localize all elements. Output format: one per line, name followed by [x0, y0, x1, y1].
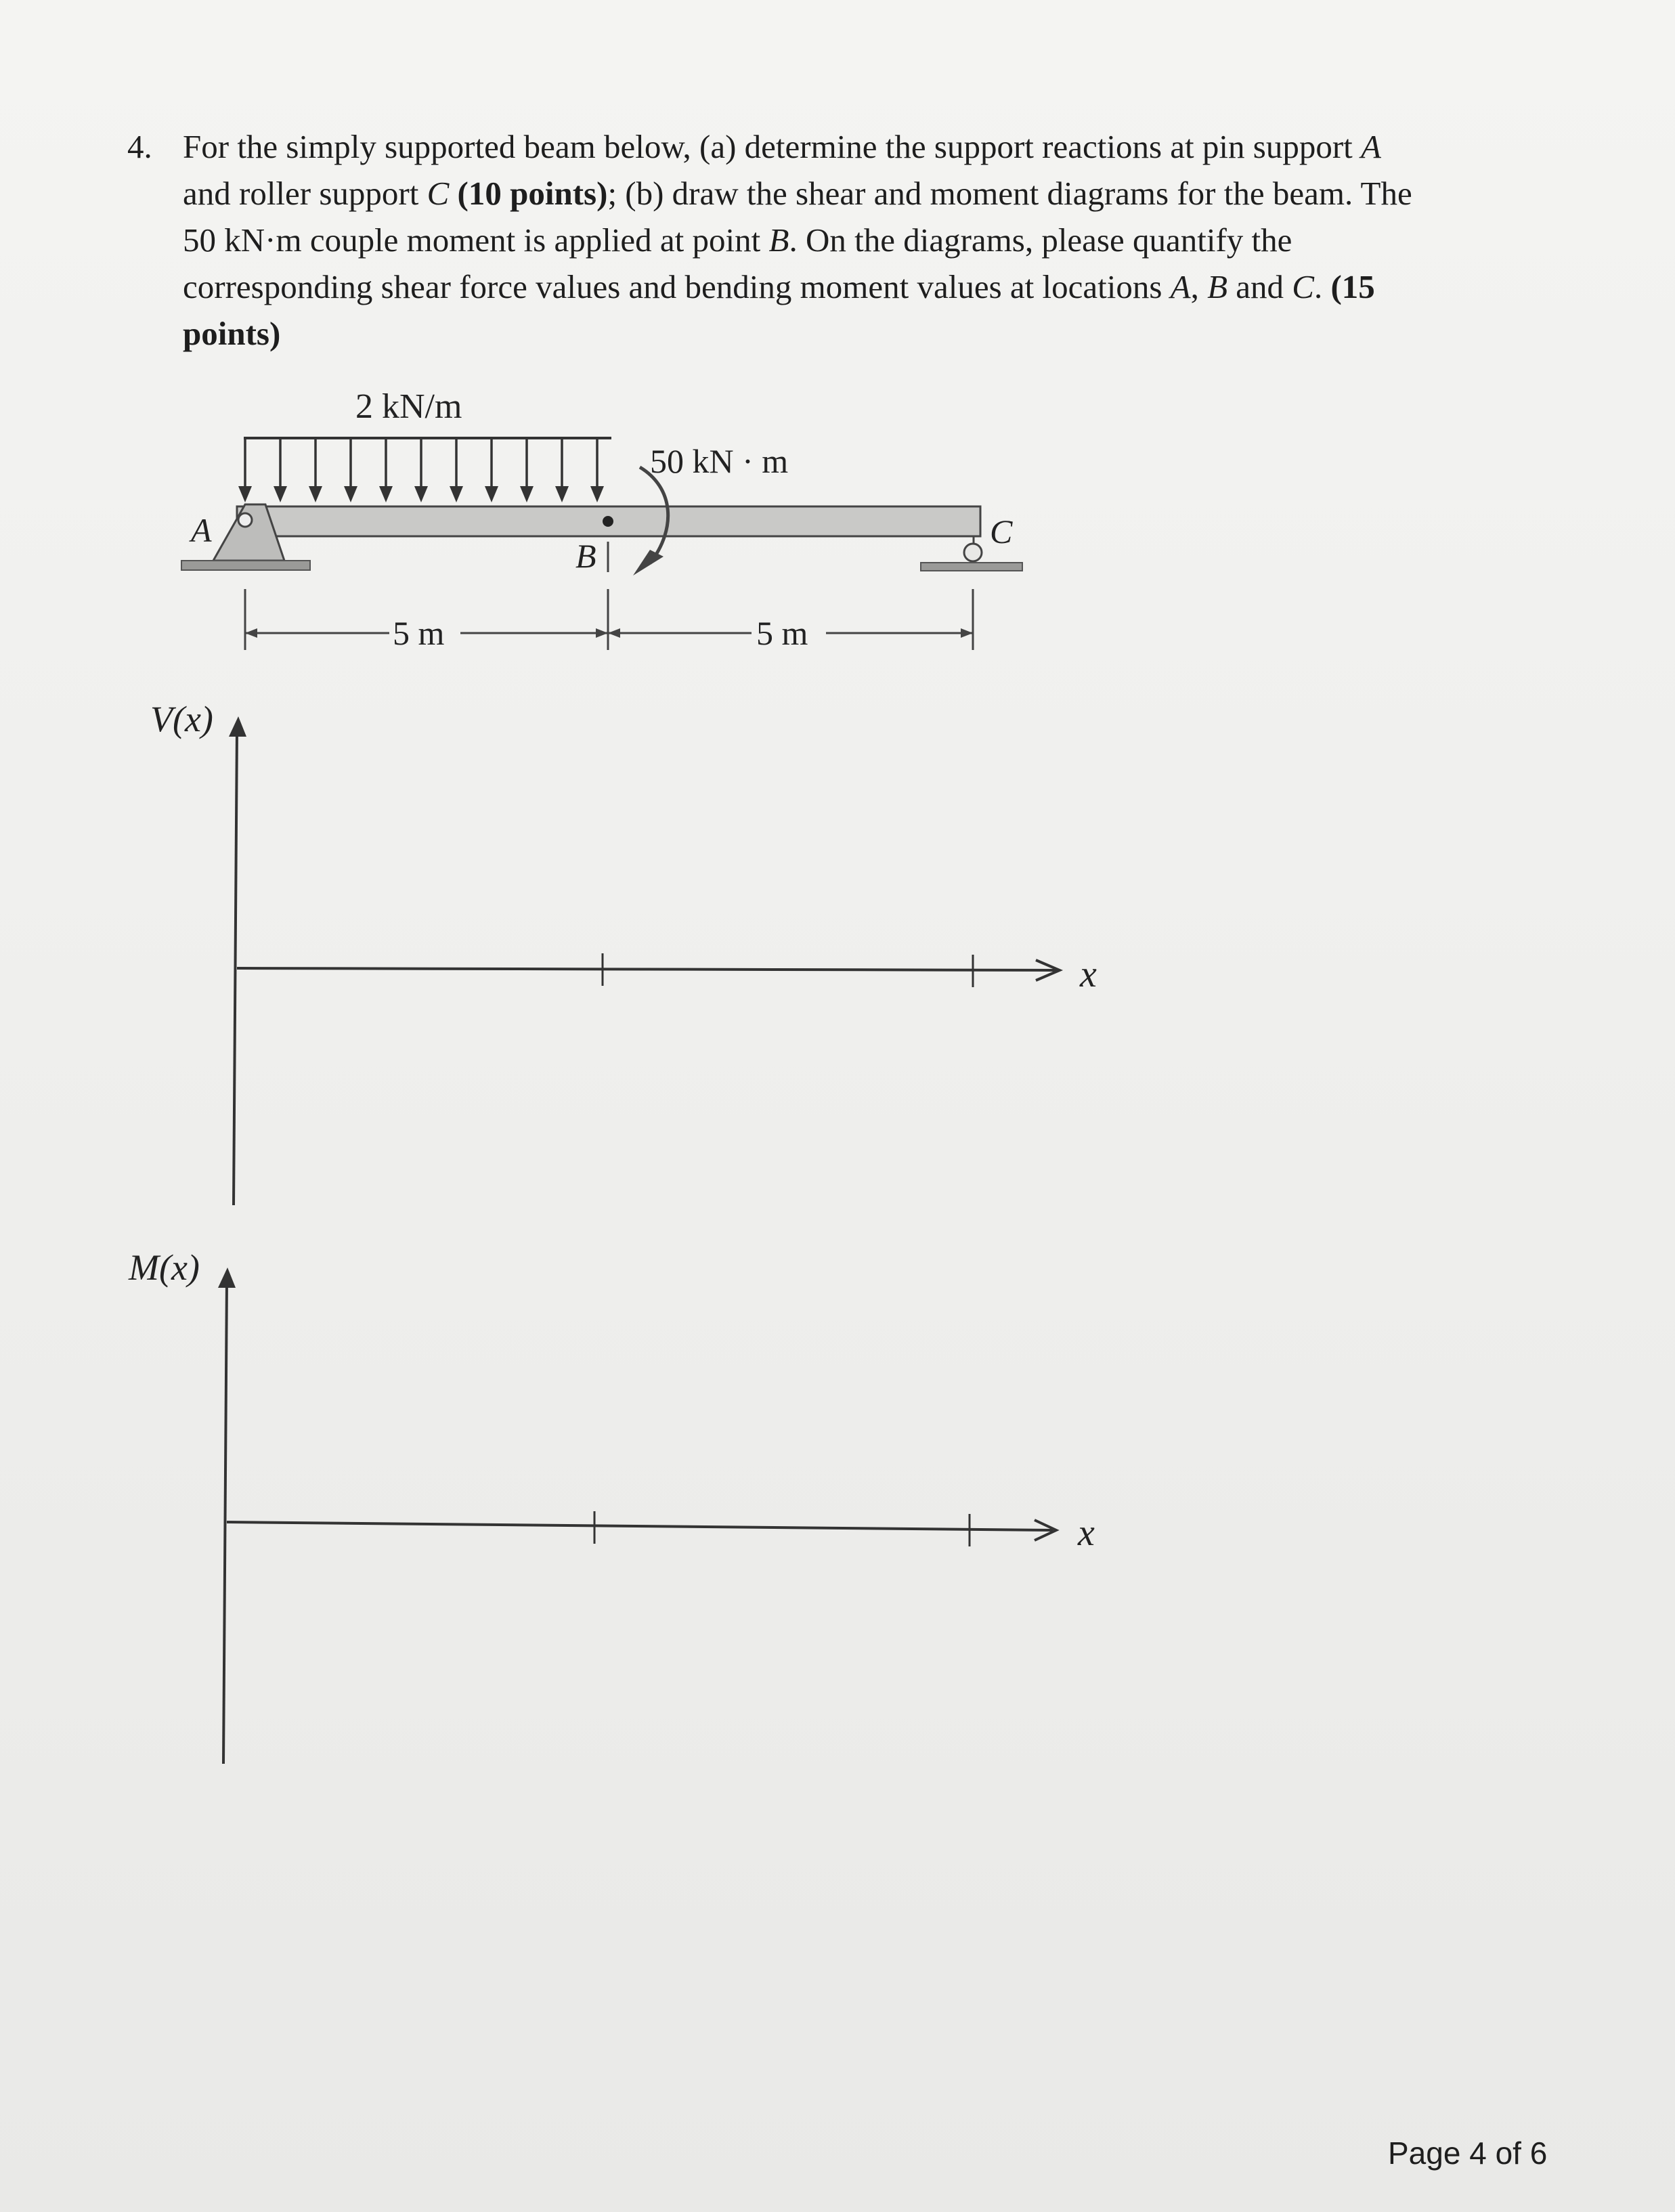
shear-y-label: V(x)	[150, 699, 213, 739]
moment-label: 50 kN · m	[650, 442, 789, 480]
point-b-marker	[603, 516, 613, 527]
moment-diagram	[128, 1247, 1095, 1764]
shear-x-label: x	[1080, 953, 1097, 995]
moment-x-label: x	[1078, 1512, 1095, 1554]
shear-y-axis	[234, 728, 237, 1205]
problem-line-2: and roller support C (10 points); (b) draw the shear and moment diagrams for the beam. The	[183, 175, 1412, 212]
problem-line-5: points)	[183, 315, 281, 352]
moment-x-axis	[227, 1522, 1053, 1530]
couple-moment-arrowhead	[633, 550, 664, 576]
dimension-line	[245, 589, 973, 650]
moment-y-label: M(x)	[129, 1247, 200, 1288]
shear-diagram	[150, 699, 1097, 1205]
problem-line-3: 50 kN·m couple moment is applied at point B. On the diagrams, please quantify the	[183, 221, 1292, 259]
label-c: C	[990, 513, 1013, 550]
problem-line-4: corresponding shear force values and bending moment values at locations A, B and C. (15	[183, 268, 1375, 305]
dimension-bc: 5 m	[756, 614, 808, 652]
page-number: Page 4 of 6	[1388, 2135, 1548, 2171]
label-a: A	[191, 511, 212, 549]
points-part-a: (10 points)	[457, 175, 608, 212]
moment-y-axis	[223, 1278, 227, 1764]
label-b: B	[575, 537, 596, 575]
dimension-ab: 5 m	[393, 614, 445, 652]
points-part-b: (15	[1330, 268, 1375, 305]
shear-x-axis	[237, 968, 1056, 970]
distributed-load-arrows	[238, 438, 604, 502]
load-label: 2 kN/m	[355, 387, 462, 426]
problem-number: 4.	[127, 128, 152, 165]
problem-line-1: For the simply supported beam below, (a) determine the support reactions at pin support A	[183, 128, 1381, 165]
beam-figure	[181, 387, 1022, 652]
